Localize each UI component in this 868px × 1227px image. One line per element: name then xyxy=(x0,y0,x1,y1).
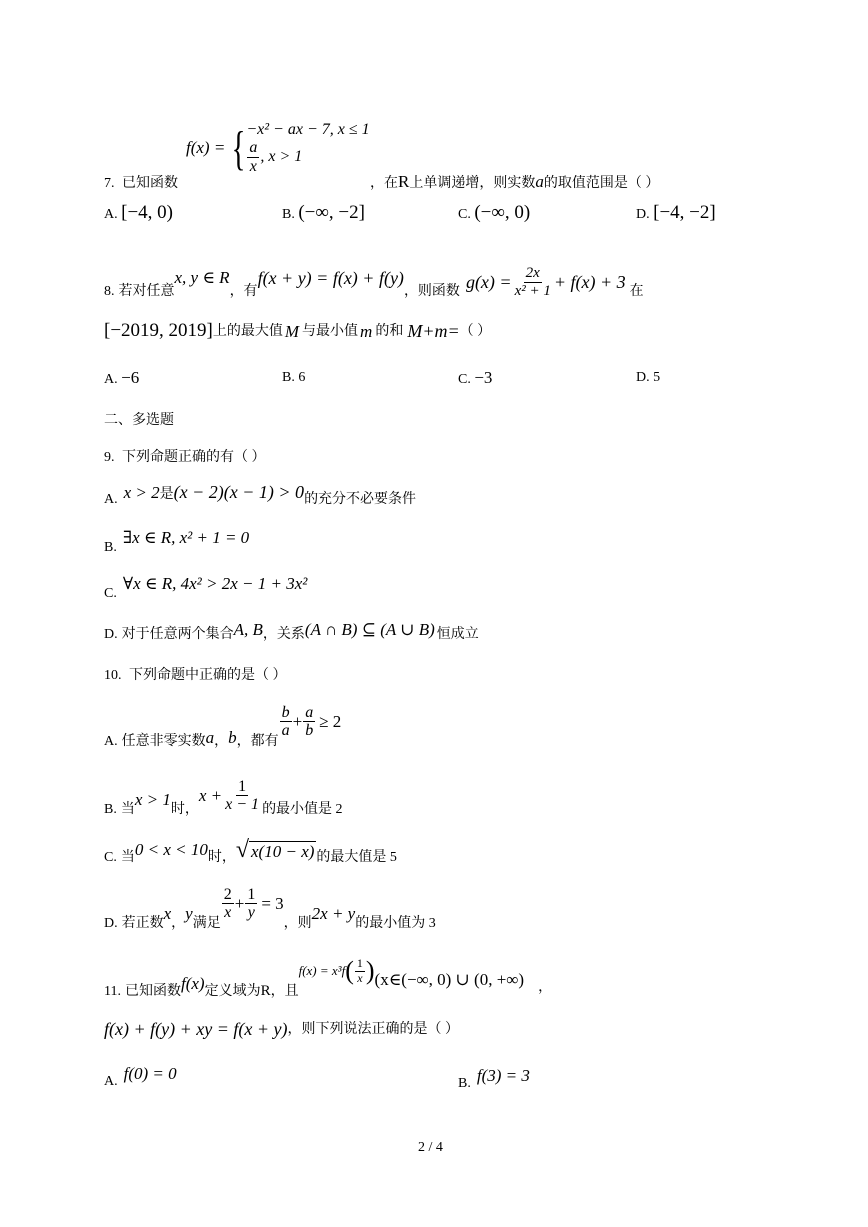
q8-g-lhs: g(x) = xyxy=(465,271,512,292)
q7-case2-frac xyxy=(247,139,259,175)
q10-option-d-label: D. xyxy=(104,916,118,931)
q8-option-b-label: B. xyxy=(282,370,295,385)
q10-option-a-var-a: a xyxy=(205,728,215,747)
q7-tail: 的取值范围是（ ） xyxy=(543,176,660,191)
q10-option-a-frac2 xyxy=(303,704,315,740)
q11-line1 xyxy=(104,958,552,1000)
q7-line-tail xyxy=(370,172,659,192)
q9-option-d-text2: ，关系 xyxy=(262,627,305,642)
q9-option-c-label: C. xyxy=(104,586,117,601)
q10-option-b-frac xyxy=(223,778,261,814)
q8-g-den: x² + 1 xyxy=(514,282,551,299)
q10-option-b-cond: x > 1 xyxy=(134,790,171,809)
q7-mid2: 上单调递增，则实数 xyxy=(409,176,536,191)
q7-option-b-value: (−∞, −2] xyxy=(298,202,365,223)
q8-option-b xyxy=(282,370,305,386)
q10-option-b-frac-num: 1 xyxy=(238,777,247,795)
q7-case1: −x² − ax − 7, x ≤ 1 xyxy=(246,120,370,138)
q10-option-d-sep: ， xyxy=(171,916,186,931)
q8-g-num: 2x xyxy=(525,265,540,281)
q7-lead: 已知函数 xyxy=(122,176,178,191)
q9-option-c-math: ∀x ∈ R, 4x² > 2x − 1 + 3x² xyxy=(122,574,308,593)
q7-option-b xyxy=(282,202,365,224)
q10-option-d-frac2-den: y xyxy=(247,904,255,922)
q9-number: 9. xyxy=(104,450,115,465)
q8-option-a xyxy=(104,368,139,388)
q7-option-c-value: (−∞, 0) xyxy=(474,202,531,223)
q10-option-c-text2: 时， xyxy=(207,850,236,865)
q9-option-d-math2: (A ∩ B) ⊆ (A ∪ B) xyxy=(304,620,435,639)
q10-option-a-var-b: b xyxy=(228,728,237,747)
q9-option-b-label: B. xyxy=(104,540,117,555)
q10-option-d-var-x: x xyxy=(163,904,172,923)
q9-stem-line xyxy=(104,446,266,466)
q9-option-d-label: D. xyxy=(104,627,118,642)
q10-option-b-text2: 时， xyxy=(170,802,199,817)
q7-cases xyxy=(246,121,369,175)
q8-m: m xyxy=(360,322,373,341)
q11-option-b xyxy=(458,1066,530,1092)
q11-eq-lparen: ( xyxy=(345,956,354,985)
q9-option-a xyxy=(104,482,416,509)
q9-option-d xyxy=(104,620,479,643)
q8-lead: 若对任意 xyxy=(118,284,175,299)
q10-option-b-frac-den: x − 1 xyxy=(225,796,260,814)
q8-option-c xyxy=(458,368,492,388)
q10-option-d-expr xyxy=(221,886,284,922)
q10-option-b-text3: 的最小值是 2 xyxy=(262,802,343,817)
q10-option-a xyxy=(104,700,341,750)
q9-option-a-math2: (x − 2)(x − 1) > 0 xyxy=(173,482,305,502)
q8-M: M xyxy=(284,322,300,341)
q10-option-b xyxy=(104,768,343,818)
q10-option-a-frac1 xyxy=(280,704,292,740)
q11-eq-lhs: f(x) = x³f xyxy=(298,963,346,978)
q8-line1 xyxy=(104,258,644,306)
q11-line2-text: ，则下列说法正确的是（ ） xyxy=(287,1022,459,1037)
q8-tail1: 在 xyxy=(629,284,644,299)
q10-option-d-var-y: y xyxy=(185,904,193,923)
q11-eq-rest: (x∈(−∞, 0) ∪ (0, +∞) xyxy=(374,970,525,989)
section-multi-choice-heading: 二、多选题 xyxy=(104,413,174,428)
q10-option-c-cond: 0 < x < 10 xyxy=(134,840,208,859)
q8-option-d xyxy=(636,370,660,386)
q7-option-d xyxy=(636,202,716,224)
q8-g-rest: + f(x) + 3 xyxy=(553,271,626,292)
q10-option-d-text4: 的最小值为 3 xyxy=(355,916,436,931)
q8-option-b-value: 6 xyxy=(298,370,306,385)
q10-option-a-frac2-num: a xyxy=(305,703,314,721)
q7-piecewise xyxy=(186,108,370,188)
q11-line2-eq: f(x) + f(y) + xy = f(x + y) xyxy=(104,1019,288,1039)
q10-option-a-frac1-den: a xyxy=(281,722,290,740)
q10-option-b-label: B. xyxy=(104,802,117,817)
q8-mid2: ，则函数 xyxy=(403,284,460,299)
q7-option-b-label: B. xyxy=(282,207,295,222)
q9-option-c xyxy=(104,574,307,602)
q10-option-a-expr xyxy=(279,704,342,740)
page-number: 2 / 4 xyxy=(418,1140,443,1155)
q10-option-a-frac1-num: b xyxy=(281,703,290,721)
q8-g-frac xyxy=(513,265,553,299)
q11-option-b-label: B. xyxy=(458,1076,471,1091)
q11-line2 xyxy=(104,1018,459,1040)
q8-vars: x, y ∈ R xyxy=(174,268,230,287)
q10-option-d xyxy=(104,882,436,932)
q10-option-d-frac1-num: 2 xyxy=(223,885,232,903)
q11-text2: ，且 xyxy=(270,984,299,999)
q8-option-c-value: −3 xyxy=(474,368,493,387)
q10-option-b-text1: 当 xyxy=(120,802,135,817)
q9-option-a-text2: 的充分不必要条件 xyxy=(304,492,417,507)
q11-number: 11. xyxy=(104,984,121,999)
q10-option-c-sqrt xyxy=(236,838,317,862)
q7-option-a-label: A. xyxy=(104,207,118,222)
q7-R: R xyxy=(398,172,410,191)
q10-option-c-text1: 当 xyxy=(120,850,135,865)
q9-option-a-text1: 是 xyxy=(159,487,174,502)
q10-option-a-ge: ≥ 2 xyxy=(319,711,342,731)
q8-interval: [−2019, 2019] xyxy=(104,320,213,341)
q7-mid1: ，在 xyxy=(370,176,398,191)
q10-option-d-frac2 xyxy=(245,886,257,922)
q10-option-c-label: C. xyxy=(104,850,117,865)
q10-option-d-text2: 满足 xyxy=(192,916,221,931)
q11-eq-frac xyxy=(355,957,365,984)
q8-eq: f(x + y) = f(x) + f(y) xyxy=(257,267,404,288)
q8-option-a-value: −6 xyxy=(121,368,140,387)
q9-option-b-math: ∃x ∈ R, x² + 1 = 0 xyxy=(122,528,250,547)
q7-option-a-value: [−4, 0) xyxy=(121,202,173,223)
q10-option-a-text2: ，都有 xyxy=(236,734,279,749)
q8-tail2c: 的和 xyxy=(375,324,404,339)
q8-sum: M+m= xyxy=(407,321,460,341)
q11-option-b-math: f(3) = 3 xyxy=(476,1066,530,1085)
q8-tail2a: 上的最大值 xyxy=(212,324,283,339)
q8-option-d-label: D. xyxy=(636,370,650,385)
q7-option-d-value: [−4, −2] xyxy=(653,202,716,223)
q9-option-a-label: A. xyxy=(104,492,118,507)
q10-option-d-frac2-num: 1 xyxy=(247,885,256,903)
q7-case2-cond: , x > 1 xyxy=(260,148,303,165)
q10-number: 10. xyxy=(104,668,122,683)
q8-tail2b: 与最小值 xyxy=(302,324,359,339)
q11-f: f(x) xyxy=(180,974,205,993)
q7-case2 xyxy=(246,139,369,175)
q7-line xyxy=(104,172,178,192)
q11-lead: 已知函数 xyxy=(124,984,181,999)
q7-brace: { xyxy=(231,121,246,175)
q7-option-a xyxy=(104,202,173,224)
q10-option-a-frac2-den: b xyxy=(305,722,314,740)
q8-number: 8. xyxy=(104,284,115,299)
q10-option-c-sqrt-sign: √ xyxy=(235,837,250,863)
q9-option-d-text3: 恒成立 xyxy=(436,627,479,642)
q10-option-d-frac1-den: x xyxy=(224,904,232,922)
q9-option-d-text1: 对于任意两个集合 xyxy=(121,627,234,642)
q10-stem: 下列命题中正确的是（ ） xyxy=(129,668,287,683)
q9-option-b xyxy=(104,528,249,556)
q7-var: a xyxy=(535,172,544,191)
q8-option-d-value: 5 xyxy=(653,370,661,385)
q9-option-a-math1: x > 2 xyxy=(123,483,160,502)
q11-R: R xyxy=(260,983,271,999)
q7-number: 7. xyxy=(104,176,115,191)
q11-option-a-label: A. xyxy=(104,1074,118,1089)
q10-option-a-label: A. xyxy=(104,734,118,749)
q7-option-d-label: D. xyxy=(636,207,650,222)
q9-option-d-math1: A, B xyxy=(233,620,263,639)
q10-option-d-eq: = 3 xyxy=(261,893,284,913)
q11-option-a-math: f(0) = 0 xyxy=(123,1064,177,1083)
q10-option-b-expr xyxy=(199,778,262,814)
q10-option-b-x: x + xyxy=(198,785,223,805)
q7-case2-num: a xyxy=(249,138,258,156)
q11-text1: 定义域为 xyxy=(204,984,261,999)
q8-mid1: ，有 xyxy=(229,284,258,299)
q10-option-a-sep: ， xyxy=(214,734,229,749)
q7-case2-den: x xyxy=(249,157,257,175)
q7-option-c-label: C. xyxy=(458,207,471,222)
q10-option-d-plus: + xyxy=(234,893,245,913)
q10-option-d-expr-target: 2x + y xyxy=(311,904,356,923)
q11-eq xyxy=(299,956,375,986)
q10-option-c-text3: 的最大值是 5 xyxy=(316,850,397,865)
q11-eq-den: x xyxy=(357,970,363,985)
q11-eq-num: 1 xyxy=(356,956,363,971)
q10-option-d-text1: 若正数 xyxy=(121,916,164,931)
q10-option-c xyxy=(104,832,397,866)
q11-option-a xyxy=(104,1064,177,1090)
q10-option-d-frac1 xyxy=(222,886,234,922)
q7-option-c xyxy=(458,202,530,224)
q7-func-lhs: f(x) = xyxy=(186,138,226,157)
q10-option-a-text1: 任意非零实数 xyxy=(121,734,206,749)
q8-tail2d: （ ） xyxy=(459,324,492,339)
q10-option-a-plus: + xyxy=(292,711,303,731)
q10-stem-line xyxy=(104,664,287,684)
q9-stem: 下列命题正确的有（ ） xyxy=(122,450,266,465)
q10-option-d-text3: ，则 xyxy=(283,916,312,931)
q8-option-c-label: C. xyxy=(458,372,471,387)
q8-line2 xyxy=(104,320,491,342)
q11-eq-rparen: ) xyxy=(365,956,375,985)
q11-tail: ， xyxy=(538,980,553,995)
q10-option-c-radicand: x(10 − x) xyxy=(251,842,315,861)
q8-option-a-label: A. xyxy=(104,372,118,387)
